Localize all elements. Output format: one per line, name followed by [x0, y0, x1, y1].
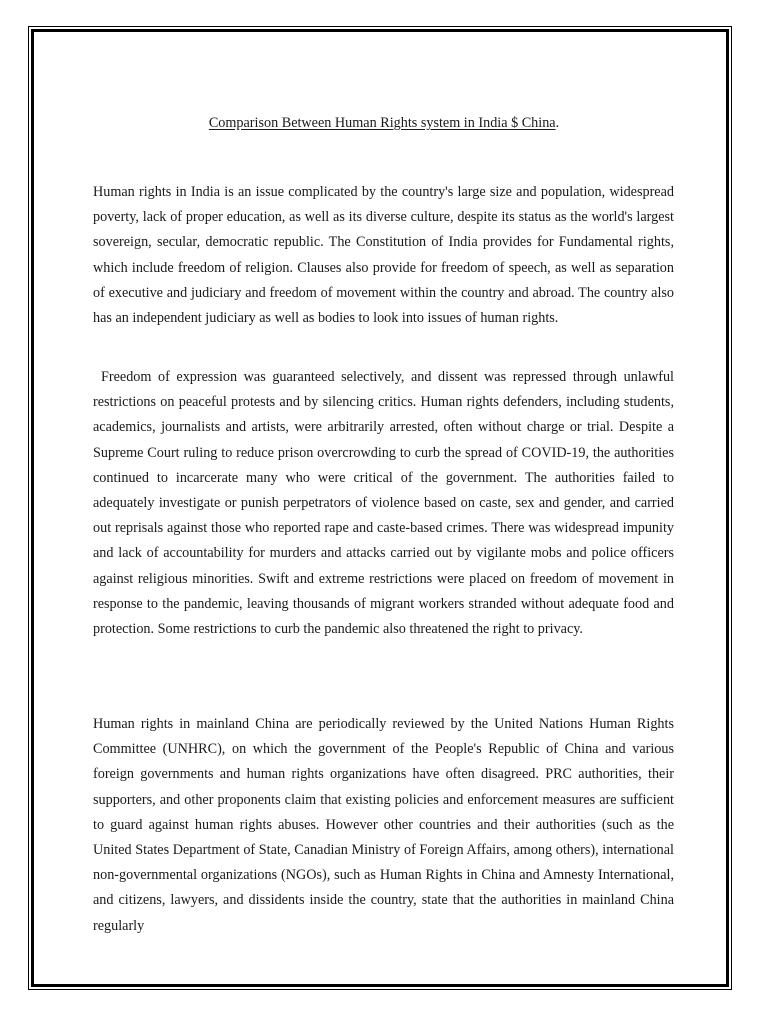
paragraph-china-overview: Human rights in mainland China are periodically reviewed by the United Nations Human Rights Committee (UNHRC), on which the government of the People's Republic of China and various foreign governments and human rights organizations have often disagreed. PRC authorities, their supporters, and other proponents claim that existing policies and enforcement measures are sufficient to guard against human rights abuses. However other countries and their authorities (such as the United States Department of State, Canadian Ministry of Foreign Affairs, among others), international non-governmental organizations (NGOs), such as Human Rights in China and Amnesty International, and citizens, lawyers, and dissidents inside the country, state that the authorities in mainland China regularly [93, 716, 674, 934]
document-title-text: Comparison Between Human Rights system in India $ China [208, 115, 556, 131]
paragraph-india-overview: Human rights in India is an issue complicated by the country's large size and population, widespread poverty, lack of proper education, as well as its diverse culture, despite its status as the world's largest sovereign, secular, democratic republic. The Constitution of India provides for Fundamental rights, which include freedom of religion. Clauses also provide for freedom of speech, as well as separation of executive and judiciary and freedom of movement within the country and abroad. The country also has an independent judiciary as well as bodies to look into issues of human rights. [93, 184, 674, 327]
paragraph-india-freedom-of-expression: Freedom of expression was guaranteed selectively, and dissent was repressed through unlawful restrictions on peaceful protests and by silencing critics. Human rights defenders, including students, academics, journalists and artists, were arbitrarily arrested, often without charge or trial. Despite a Supreme Court ruling to reduce prison overcrowding to curb the spread of COVID-19, the authorities continued to incarcerate many who were critical of the government. The authorities failed to adequately investigate or punish perpetrators of violence based on caste, sex and gender, and carried out reprisals against those who reported rape and caste-based crimes. There was widespread impunity and lack of accountability for murders and attacks carried out by vigilante mobs and police officers against religious minorities. Swift and extreme restrictions were placed on freedom of movement in response to the pandemic, leaving thousands of migrant workers stranded without adequate food and protection. Some restrictions to curb the pandemic also threatened the right to privacy. [93, 369, 674, 638]
document-title-suffix: . [555, 115, 560, 131]
document-title [0, 113, 768, 133]
